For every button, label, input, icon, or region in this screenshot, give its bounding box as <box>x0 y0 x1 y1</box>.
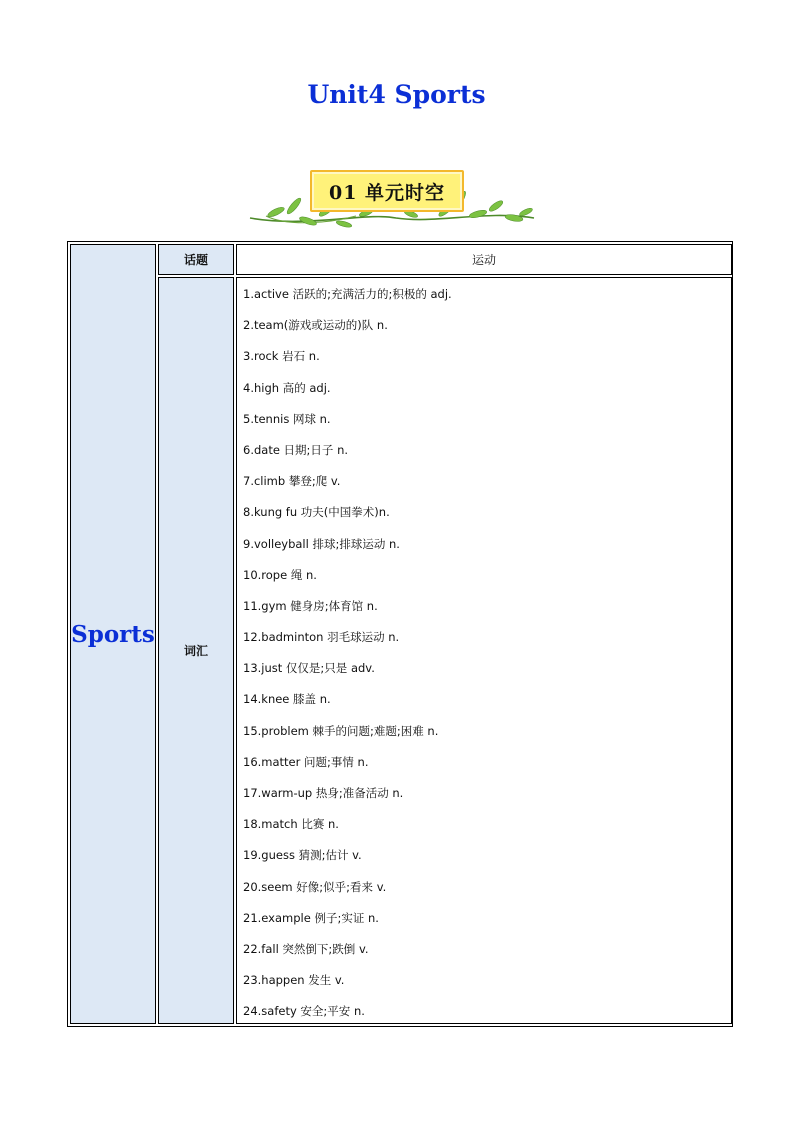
vocab-item: 19.guess 猜测;估计 v. <box>243 848 362 863</box>
vocab-list <box>243 287 452 1036</box>
vocab-item: 2.team(游戏或运动的)队 n. <box>243 318 388 333</box>
vocab-item: 9.volleyball 排球;排球运动 n. <box>243 536 400 551</box>
topic-value: 运动 <box>236 244 732 275</box>
vocab-item: 24.safety 安全;平安 n. <box>243 1004 365 1019</box>
vocab-item: 1.active 活跃的;充满活力的;积极的 adj. <box>243 287 452 301</box>
topic-header: 话题 <box>158 244 234 275</box>
unit-label: Sports <box>71 620 155 648</box>
vocab-item: 16.matter 问题;事情 n. <box>243 754 369 769</box>
vocab-header: 词汇 <box>158 277 234 1024</box>
vocab-item: 18.match 比赛 n. <box>243 817 339 832</box>
vocab-item: 4.high 高的 adj. <box>243 380 331 395</box>
vocabulary-table <box>67 241 733 1027</box>
unit-label-cell <box>70 244 156 1024</box>
vocab-item: 15.problem 棘手的问题;难题;困难 n. <box>243 723 439 738</box>
vocab-item: 12.badminton 羽毛球运动 n. <box>243 630 400 645</box>
vocab-item: 20.seem 好像;似乎;看来 v. <box>243 879 387 894</box>
vocab-item: 21.example 例子;实证 n. <box>243 910 379 925</box>
vocab-item: 14.knee 膝盖 n. <box>243 692 331 707</box>
section-banner-label: 01 单元时空 <box>310 170 464 212</box>
vocab-item: 17.warm-up 热身;准备活动 n. <box>243 786 404 800</box>
vocab-item: 7.climb 攀登;爬 v. <box>243 474 341 489</box>
vocab-cell <box>236 277 732 1024</box>
vocab-item: 10.rope 绳 n. <box>243 567 317 582</box>
vocab-item: 8.kung fu 功夫(中国拳术)n. <box>243 505 390 520</box>
vocab-item: 22.fall 突然倒下;跌倒 v. <box>243 941 369 956</box>
section-banner <box>246 166 538 234</box>
vocab-item: 13.just 仅仅是;只是 adv. <box>243 661 375 676</box>
page-title: Unit4 Sports <box>307 80 486 109</box>
vocab-item: 3.rock 岩石 n. <box>243 349 320 364</box>
vocab-item: 6.date 日期;日子 n. <box>243 442 349 457</box>
vocab-item: 5.tennis 网球 n. <box>243 411 331 426</box>
vocab-item: 11.gym 健身房;体育馆 n. <box>243 598 378 613</box>
vocab-item: 23.happen 发生 v. <box>243 973 345 988</box>
